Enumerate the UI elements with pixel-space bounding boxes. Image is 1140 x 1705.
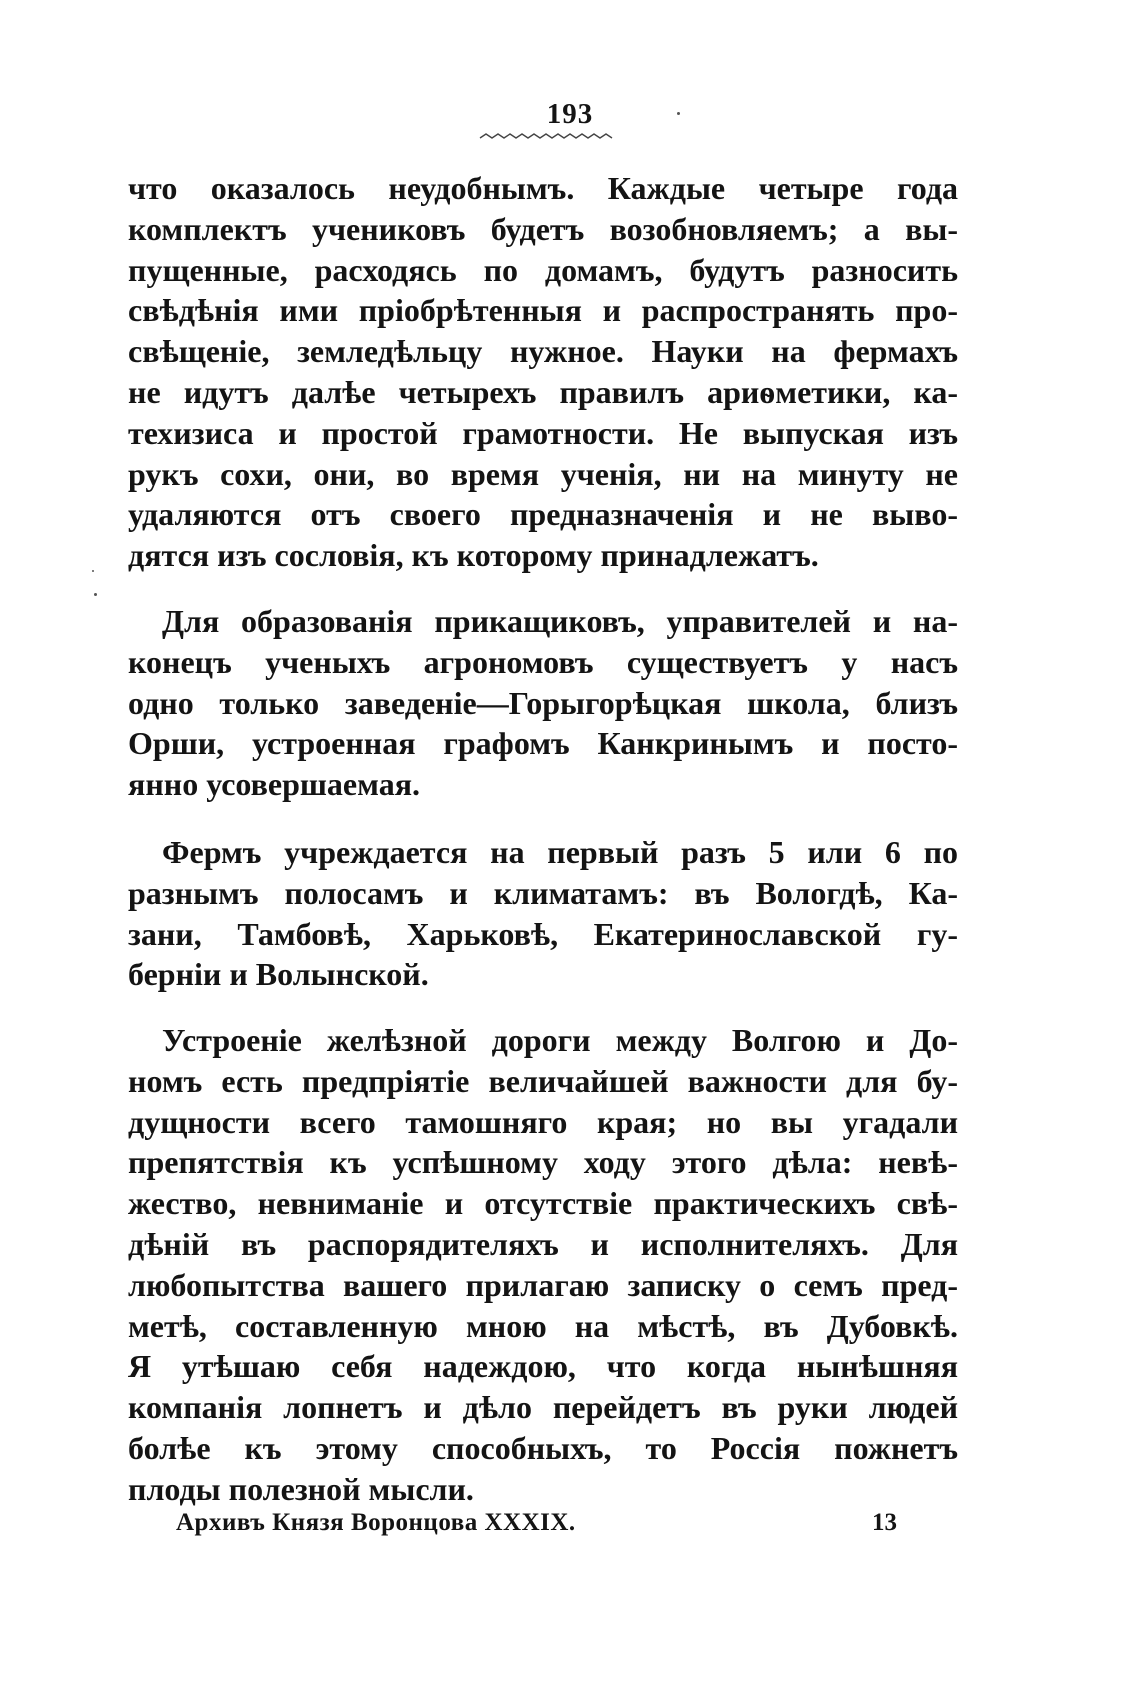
paragraph-line: дущности всего тамошняго края; но вы угадали (128, 1103, 958, 1140)
paragraph-line: янно усовершаемая. (128, 766, 420, 803)
paragraph-line: метѣ, составленную мною на мѣстѣ, въ Дубовкѣ. (128, 1307, 958, 1344)
scan-speck (92, 570, 94, 572)
paragraph-line: дятся изъ сословія, къ которому принадлежатъ. (128, 537, 819, 574)
header-ornament (478, 132, 616, 142)
paragraph-line: удаляются отъ своего предназначенія и не выво- (128, 496, 958, 533)
paragraph-line: дѣній въ распорядителяхъ и исполнителяхъ. Для (128, 1225, 958, 1262)
paragraph-4 (128, 1020, 958, 1510)
paragraph-line: зани, Тамбовѣ, Харьковѣ, Екатеринославской гу- (128, 915, 958, 952)
page-number: 193 (546, 98, 594, 130)
paragraph-line: жество, невниманіе и отсутствіе практическихъ свѣ- (128, 1185, 958, 1222)
paragraph-line: свѣщеніе, земледѣльцу нужное. Науки на фермахъ (128, 333, 958, 370)
paragraph-line: препятствія къ успѣшному ходу этого дѣла: невѣ- (128, 1144, 958, 1181)
paragraph-line: компанія лопнетъ и дѣло перейдетъ въ руки людей (128, 1389, 958, 1426)
paragraph-line: Орши, устроенная графомъ Канкринымъ и посто- (128, 725, 958, 762)
paragraph-3 (128, 832, 958, 995)
paragraph-1 (128, 168, 958, 576)
paragraph-line: любопытства вашего прилагаю записку о семъ пред- (128, 1266, 958, 1303)
paragraph-2 (128, 601, 958, 805)
paragraph-line: техизиса и простой грамотности. Не выпуская изъ (128, 414, 958, 451)
paragraph-line: болѣе къ этому способныхъ, то Россія пожнетъ (128, 1429, 958, 1466)
paragraph-line: берніи и Волынской. (128, 956, 429, 993)
paragraph-line: пущенные, расходясь по домамъ, будутъ разносить (128, 251, 958, 288)
scan-speck (94, 593, 97, 596)
paragraph-line: плоды полезной мысли. (128, 1470, 474, 1507)
paragraph-line: что оказалось неудобнымъ. Каждые четыре года (128, 170, 958, 206)
paragraph-line: конецъ ученыхъ агрономовъ существуетъ у насъ (128, 643, 958, 680)
paragraph-line: Устроеніе желѣзной дороги между Волгою и До- (162, 1022, 958, 1058)
paragraph-line: Для образованія прикащиковъ, управителей и на- (162, 603, 958, 639)
scan-speck (677, 112, 680, 115)
signature-mark: 13 (872, 1509, 897, 1536)
paragraph-line: свѣдѣнія ими пріобрѣтенныя и распространять про- (128, 292, 958, 329)
paragraph-line: Фермъ учреждается на первый разъ 5 или 6 по (162, 834, 958, 870)
paragraph-line: не идутъ далѣе четырехъ правилъ ариѳметики, ка- (128, 373, 958, 410)
paragraph-line: комплектъ учениковъ будетъ возобновляемъ; а вы- (128, 210, 958, 247)
paragraph-line: Я утѣшаю себя надеждою, что когда нынѣшняя (128, 1348, 958, 1385)
paragraph-line: разнымъ полосамъ и климатамъ: въ Вологдѣ, Ка- (128, 874, 958, 911)
paragraph-line: одно только заведеніе—Горыгорѣцкая школа, близъ (128, 684, 958, 721)
paragraph-line: рукъ сохи, они, во время ученія, ни на минуту не (128, 455, 958, 492)
footer-title: Архивъ Князя Воронцова XXXIX. (176, 1509, 576, 1536)
paragraph-line: номъ есть предпріятіе величайшей важности для бу- (128, 1062, 958, 1099)
